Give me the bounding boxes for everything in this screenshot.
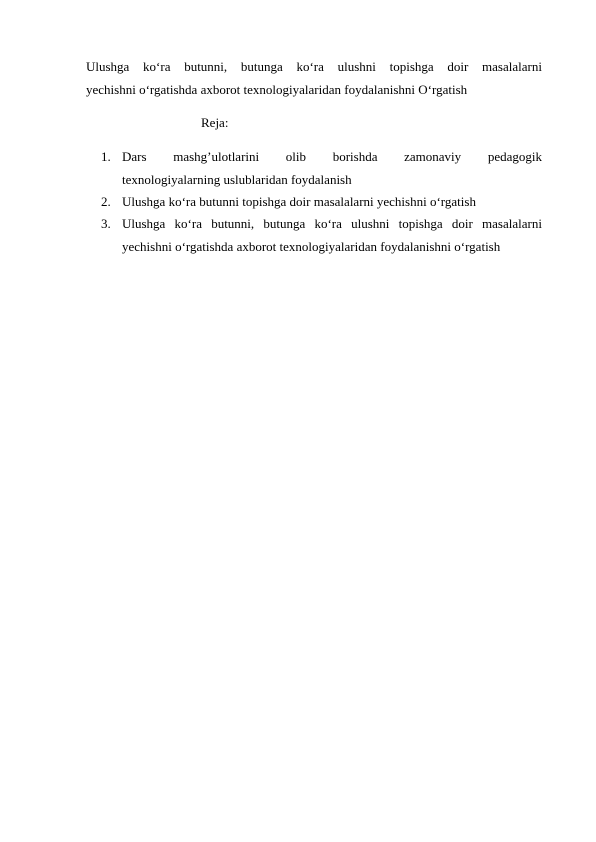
item-word: zamonaviy bbox=[404, 149, 462, 164]
title-word: ko‘ra bbox=[296, 59, 324, 74]
title-word: Ulushga bbox=[86, 59, 130, 74]
item-word: ko‘ra bbox=[314, 216, 342, 231]
list-item-1-line-1 bbox=[122, 145, 542, 168]
item-word: butunni, bbox=[211, 216, 255, 231]
item-word: pedagogik bbox=[487, 149, 542, 164]
item-word: Ulushga bbox=[122, 216, 166, 231]
title-word: butunni, bbox=[184, 59, 228, 74]
item-word: borishda bbox=[332, 149, 378, 164]
item-word: ko‘ra bbox=[174, 216, 202, 231]
list-item-3-line-1 bbox=[122, 212, 542, 235]
title-word: ko‘ra bbox=[143, 59, 171, 74]
item-word: ulushni bbox=[351, 216, 390, 231]
item-word: doir bbox=[451, 216, 473, 231]
item-word: butunga bbox=[263, 216, 306, 231]
title-word: ulushni bbox=[337, 59, 376, 74]
list-item-number: 1. bbox=[101, 149, 111, 164]
item-word: topishga bbox=[398, 216, 443, 231]
item-word: olib bbox=[285, 149, 307, 164]
item-word: masalalarni bbox=[482, 216, 542, 231]
list-item-3-line-2: yechishni o‘rgatishda axborot texnologiyalaridan foydalanishni o‘rgatish bbox=[122, 239, 501, 254]
title-word: topishga bbox=[389, 59, 434, 74]
plan-heading: Reja: bbox=[201, 115, 229, 130]
list-item-2-line-1: Ulushga ko‘ra butunni topishga doir masalalarni yechishni o‘rgatish bbox=[122, 194, 476, 209]
item-word: mashg’ulotlarini bbox=[173, 149, 260, 164]
title-word: butunga bbox=[240, 59, 283, 74]
list-item-number: 2. bbox=[101, 194, 111, 209]
list-item-number: 3. bbox=[101, 216, 111, 231]
document-title-line-2: yechishni o‘rgatishda axborot texnologiyalaridan foydalanishni O‘rgatish bbox=[86, 82, 468, 97]
list-item-1-line-2: texnologiyalarning uslublaridan foydalanish bbox=[122, 172, 352, 187]
title-word: masalalarni bbox=[482, 59, 542, 74]
document-title-line-1 bbox=[86, 55, 542, 78]
item-word: Dars bbox=[122, 149, 147, 164]
title-word: doir bbox=[447, 59, 469, 74]
